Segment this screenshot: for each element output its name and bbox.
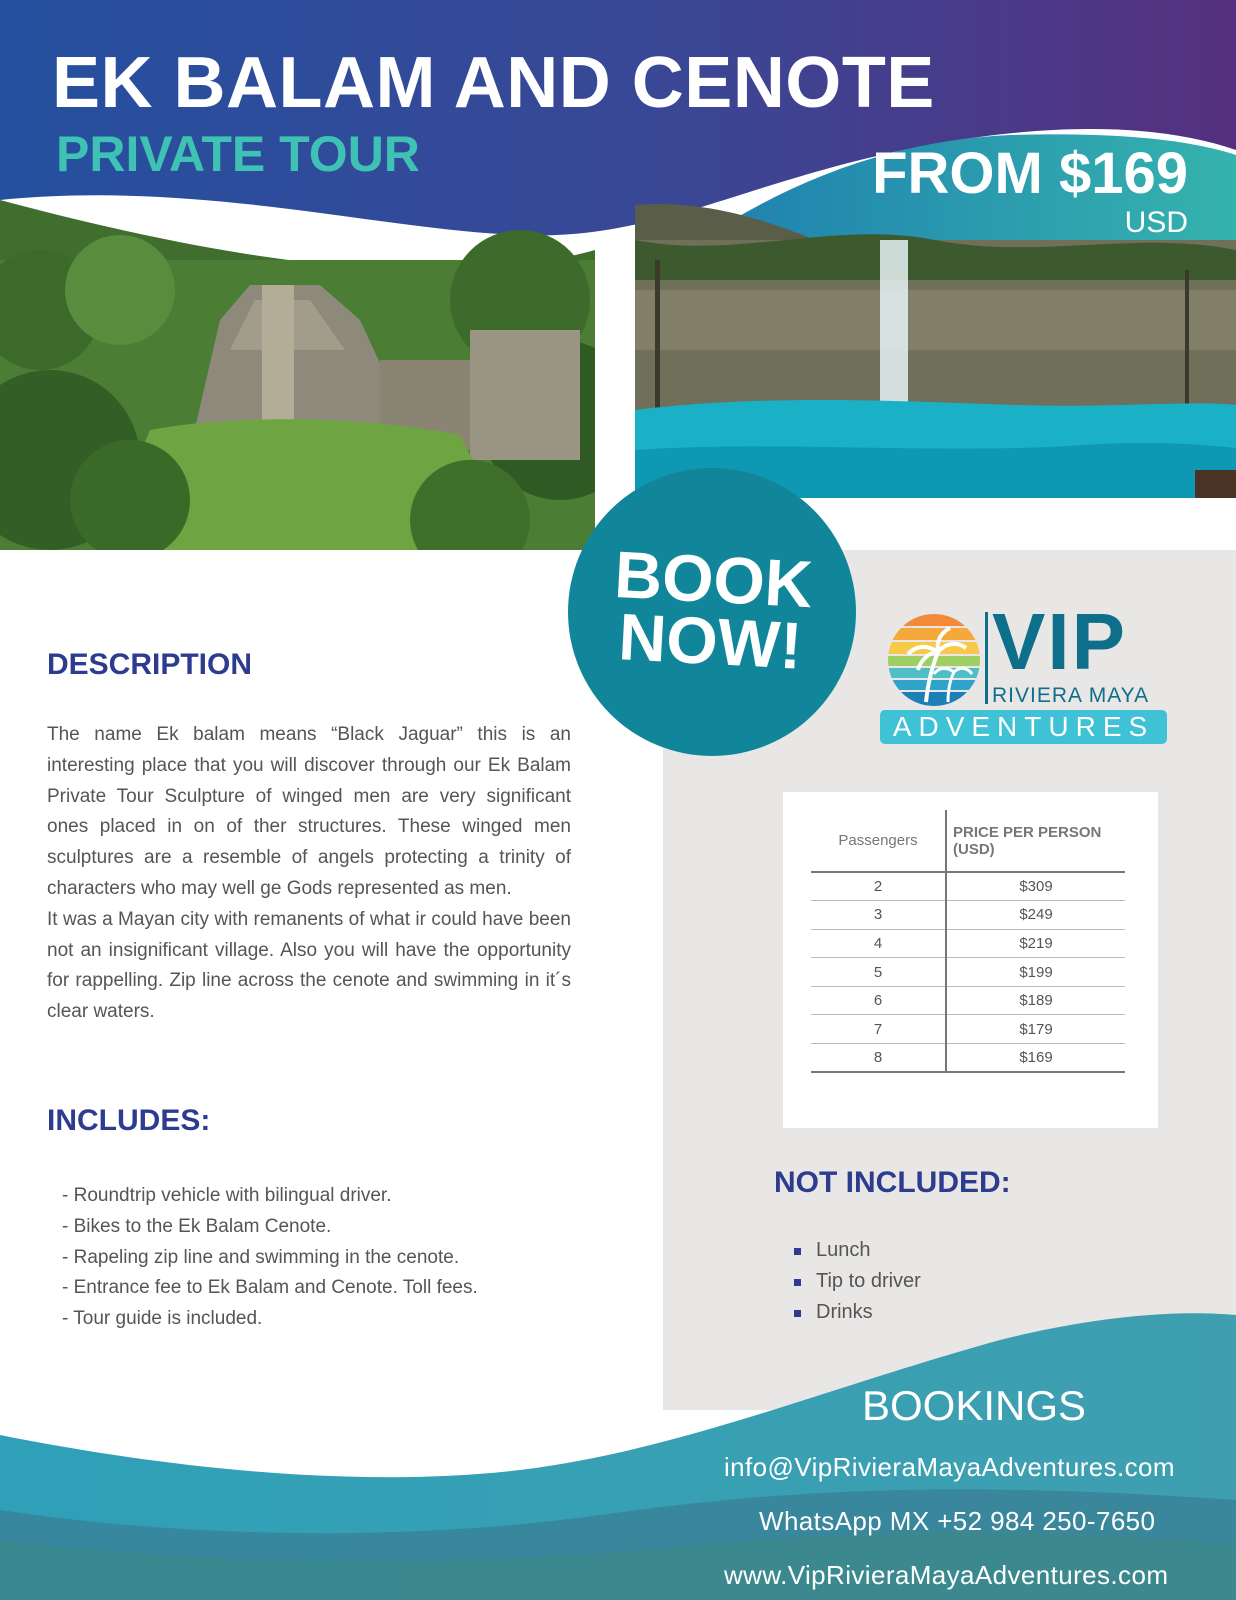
- bullet-icon: [794, 1279, 801, 1286]
- price-table: [811, 810, 1125, 1073]
- tour-subtitle: PRIVATE TOUR: [56, 126, 420, 182]
- table-row: [811, 958, 1125, 987]
- logo-vip-text: VIP: [992, 597, 1127, 686]
- logo-adventures-banner: ADVENTURES: [880, 710, 1167, 744]
- not-included-heading: NOT INCLUDED:: [774, 1166, 1011, 1199]
- cenote-photo: [635, 200, 1236, 498]
- list-item: Drinks: [794, 1297, 921, 1328]
- logo-riviera-maya-text: RIVIERA MAYA: [992, 684, 1150, 707]
- ek-balam-ruins-photo: [0, 200, 595, 550]
- logo-divider: [985, 612, 988, 704]
- price-cell: $199: [946, 958, 1125, 987]
- table-row: [811, 1015, 1125, 1044]
- table-row: [811, 901, 1125, 930]
- price-currency: USD: [1124, 206, 1188, 239]
- list-item: - Roundtrip vehicle with bilingual driver.: [62, 1185, 392, 1206]
- passengers-cell: 3: [811, 901, 946, 930]
- table-row: [811, 872, 1125, 901]
- list-item: - Entrance fee to Ek Balam and Cenote. Toll fees.: [62, 1277, 478, 1299]
- table-row: [811, 986, 1125, 1015]
- bookings-whatsapp-link[interactable]: WhatsApp MX +52 984 250-7650: [759, 1506, 1156, 1536]
- bookings-website-link[interactable]: www.VipRivieraMayaAdventures.com: [724, 1560, 1169, 1590]
- book-now-label[interactable]: BOOK NOW!: [612, 536, 815, 683]
- sunset-palm-logo-icon: [886, 612, 982, 708]
- bookings-email-link[interactable]: info@VipRivieraMayaAdventures.com: [724, 1452, 1175, 1482]
- description-paragraph: It was a Mayan city with remanents of what ir could have been not an insignificant village. Also you will have the opportunity for rappelling. Zip line across the cenote and swimming in it´s clear waters.: [47, 908, 571, 1023]
- list-item: - Bikes to the Ek Balam Cenote.: [62, 1215, 332, 1237]
- tour-title: EK BALAM AND CENOTE: [52, 43, 935, 123]
- list-item: Lunch: [794, 1235, 921, 1266]
- price-table-card: [783, 792, 1158, 1128]
- price-cell: $219: [946, 929, 1125, 958]
- price-cell: $179: [946, 1015, 1125, 1044]
- passengers-cell: 6: [811, 986, 946, 1015]
- list-item: - Rapeling zip line and swimming in the cenote.: [62, 1246, 460, 1268]
- passengers-cell: 8: [811, 1044, 946, 1073]
- passengers-cell: 4: [811, 929, 946, 958]
- passengers-cell: 2: [811, 872, 946, 901]
- column-header-passengers: Passengers: [811, 810, 946, 872]
- description-heading: DESCRIPTION: [47, 648, 253, 681]
- price-cell: $249: [946, 901, 1125, 930]
- column-header-price: PRICE PER PERSON (USD): [953, 823, 1102, 858]
- description-paragraph: The name Ek balam means “Black Jaguar” this is an interesting place that you will discover through our Ek Balam Private Tour Sculpture of winged men are very significant ones placed in on of ther structures. These winged men sculptures are a resemble of angels protecting a trinity of characters who may well ge Gods represented as men.: [47, 724, 571, 899]
- passengers-cell: 5: [811, 958, 946, 987]
- price-cell: $169: [946, 1044, 1125, 1073]
- price-cell: $309: [946, 872, 1125, 901]
- list-item: - Tour guide is included.: [62, 1308, 263, 1330]
- includes-heading: INCLUDES:: [47, 1104, 211, 1137]
- table-header-row: [811, 810, 1125, 872]
- list-item: Tip to driver: [794, 1266, 921, 1297]
- price-cell: $189: [946, 986, 1125, 1015]
- bookings-heading: BOOKINGS: [862, 1382, 1087, 1429]
- passengers-cell: 7: [811, 1015, 946, 1044]
- table-row: [811, 929, 1125, 958]
- footer-waves: [0, 1300, 1236, 1600]
- bullet-icon: [794, 1248, 801, 1255]
- description-text: [47, 720, 571, 1028]
- table-row: [811, 1044, 1125, 1073]
- price-from: FROM $169: [872, 141, 1188, 206]
